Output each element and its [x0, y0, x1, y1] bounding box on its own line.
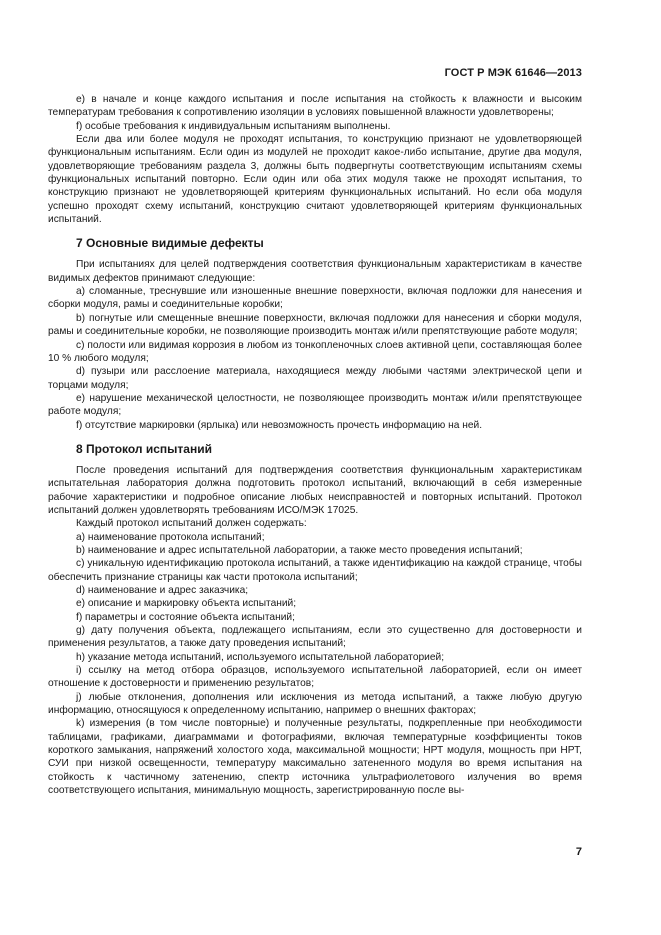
section-8-item-b: b) наименование и адрес испытательной лаборатории, а также место проведения испытаний; [76, 544, 523, 556]
section-8-item-f: f) параметры и состояние объекта испытаний; [76, 611, 295, 623]
standard-code-header: ГОСТ Р МЭК 61646—2013 [444, 67, 582, 79]
document-body [48, 93, 582, 798]
section-8-intro: После проведения испытаний для подтверждения соответствия функциональным характеристикам испытательная лаборатория должна подготовить протокол испытаний, включающий в себя измеренные рабочие характеристики и подробное описание любых неисправностей и повторных испытаний. Протокол испытаний должен удовлетворять требованиям ИСО/МЭК 17025. [48, 464, 582, 516]
section-8-item-a: а) наименование протокола испытаний; [76, 531, 265, 543]
page-number: 7 [575, 846, 582, 858]
section-7-heading: 7 Основные видимые дефекты [76, 236, 264, 251]
list-item-e-top: е) в начале и конце каждого испытания и после испытания на стойкость к влажности и высоким температурам требования к сопротивлению изоляции в условиях повышенной влажности удовлетворены; [48, 94, 582, 119]
section-8-item-g: g) дату получения объекта, подлежащего испытаниям, если это существенно для достоверности и применения результатов, а также дату проведения испытаний; [48, 625, 582, 650]
section-7-item-f: f) отсутствие маркировки (ярлыка) или невозможность прочесть информацию на ней. [76, 419, 483, 431]
section-7-item-d: d) пузыри или расслоение материала, находящиеся между любыми частями электрической цепи и торцами модуля; [48, 366, 582, 391]
section-8-heading: 8 Протокол испытаний [76, 441, 212, 456]
section-7-intro: При испытаниях для целей подтверждения соответствия функциональным характеристикам в качестве видимых дефектов принимают следующие: [48, 259, 582, 284]
body-paragraph: Если два или более модуля не проходят испытания, то конструкцию признают не удовлетворяющей функциональным испытаниям. Если один из модулей не проходит какое-либо испытание, другие два модуля, удовлетворяющие требованиям раздела 3, должны быть подвергнуты соответствующим испытаниям схемы функциональных испытаний повторно. Если один или оба этих модуля также не проходят испытания, то конструкцию признают не удовлетворяющей критериям функциональных испытаний. Но если оба модуля успешно проходят схему испытаний, конструкцию считают удовлетворяющей критериям функциональных испытаний. [48, 134, 582, 226]
section-7-item-b: b) погнутые или смещенные внешние поверхности, включая подложки для нанесения и сборки модуля, рамы и соединительные коробки, не позволяющие производить монтаж и/или препятствующие работе модуля; [48, 312, 582, 338]
section-7-item-a: а) сломанные, треснувшие или изношенные внешние поверхности, включая подложки для нанесения и сборки модуля, рамы и соединительные коробки; [48, 286, 582, 311]
section-8-item-k: k) измерения (в том числе повторные) и полученные результаты, подкрепленные при необходимости таблицами, графиками, диаграммами и фотографиями, включая температурные коэффициенты токов короткого замыкания, напряжений холостого хода, максимальной мощности; НРТ модуля, мощность при НРТ, СУИ при низкой освещенности, температуру максимально затененного модуля во время испытания на стойкость к частичному затенению, спектр источника ультрафиолетового излучения во время соответствующего испытания, минимальную мощность, зарегистрированную после вы- [48, 718, 582, 797]
section-8-item-d: d) наименование и адрес заказчика; [76, 585, 249, 596]
section-7-item-e: е) нарушение механической целостности, не позволяющее производить монтаж и/или препятствующее работе модуля; [48, 392, 582, 418]
section-8-item-i: i) ссылку на метод отбора образцов, используемого испытательной лабораторией, если он имеет отношение к достоверности и применению результатов; [48, 665, 582, 690]
list-item-f-top: f) особые требования к индивидуальным испытаниям выполнены. [76, 120, 391, 132]
section-8-item-h: h) указание метода испытаний, используемого испытательной лабораторией; [76, 651, 445, 663]
section-8-item-c: с) уникальную идентификацию протокола испытаний, а также идентификацию на каждой странице, чтобы обеспечить признание страницы как части протокола испытаний; [48, 558, 582, 583]
section-8-list-lead: Каждый протокол испытаний должен содержать: [76, 518, 307, 530]
section-8-item-j: j) любые отклонения, дополнения или исключения из метода испытаний, а также любую другую информацию, относящуюся к определенному испытанию, например о внешних факторах; [48, 691, 582, 717]
section-7-item-c: с) полости или видимая коррозия в любом из тонкопленочных слоев активной цепи, составляющая более 10 % любого модуля; [48, 339, 582, 364]
section-8-item-e: е) описание и маркировку объекта испытаний; [76, 598, 297, 610]
